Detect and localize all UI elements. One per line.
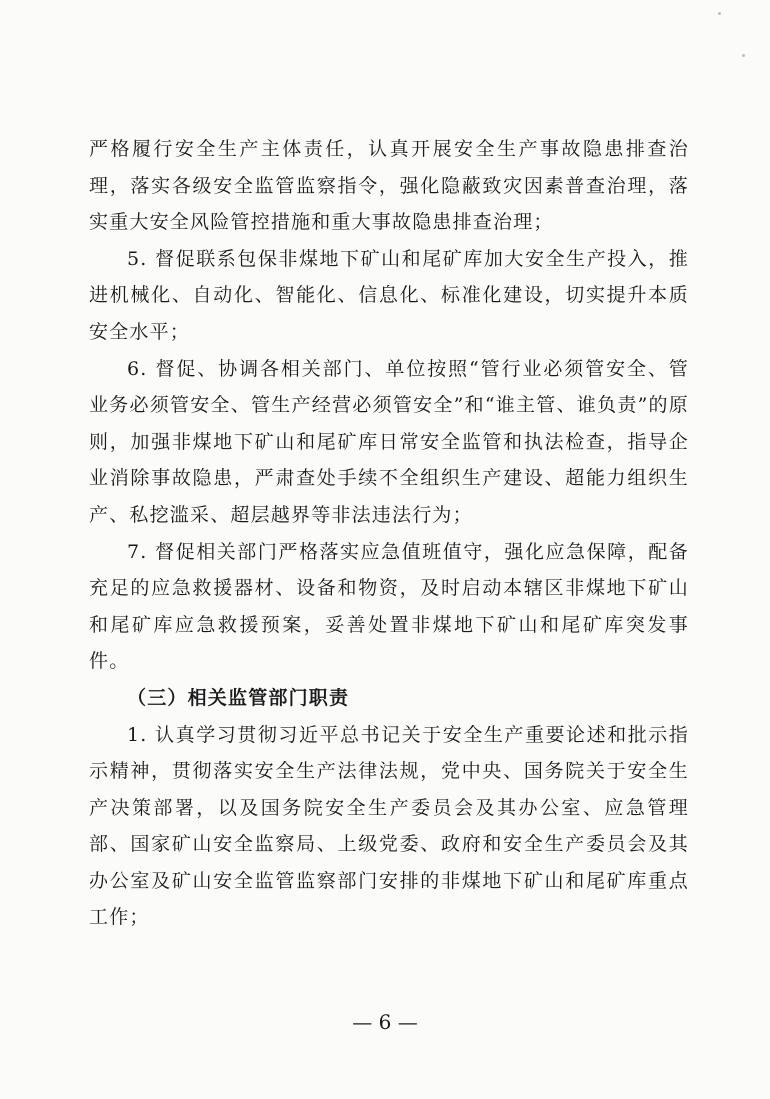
scan-speck [742,54,745,57]
page-number: — 6 — [352,1010,418,1034]
section-heading: （三）相关监管部门职责 [127,686,350,709]
paragraph-item-7: 7. 督促相关部门严格落实应急值班值守，强化应急保障，配备充足的应急救援器材、设备和物资，及时启动本辖区非煤地下矿山和尾矿库应急救援预案，妥善处置非煤地下矿山和尾矿库突发事件。 [89,540,689,673]
paragraph-item-6: 6. 督促、协调各相关部门、单位按照“管行业必须管安全、管业务必须管安全、管生产经营必须管安全”和“谁主管、谁负责”的原则，加强非煤地下矿山和尾矿库日常安全监管和执法检查，指导企业消除事故隐患，严肃查处手续不全组织生产建设、超能力组织生产、私挖滥采、超层越界等非法违法行为； [89,357,689,526]
paragraph-continuation: 严格履行安全生产主体责任，认真开展安全生产事故隐患排查治理，落实各级安全监管监察指令，强化隐蔽致灾因素普查治理，落实重大安全风险管控措施和重大事故隐患排查治理； [89,138,689,234]
paragraph-item-1: 1. 认真学习贯彻习近平总书记关于安全生产重要论述和批示指示精神，贯彻落实安全生产法律法规，党中央、国务院关于安全生产决策部署，以及国务院安全生产委员会及其办公室、应急管理部、国家矿山安全监察局、上级党委、政府和安全生产委员会及其办公室及矿山安全监管监察部门安排的非煤地下矿山和尾矿库重点工作； [89,723,689,929]
document-body [89,131,689,936]
scan-speck [718,12,721,15]
paragraph-item-5: 5. 督促联系包保非煤地下矿山和尾矿库加大安全生产投入，推进机械化、自动化、智能化、信息化、标准化建设，切实提升本质安全水平； [89,247,689,343]
